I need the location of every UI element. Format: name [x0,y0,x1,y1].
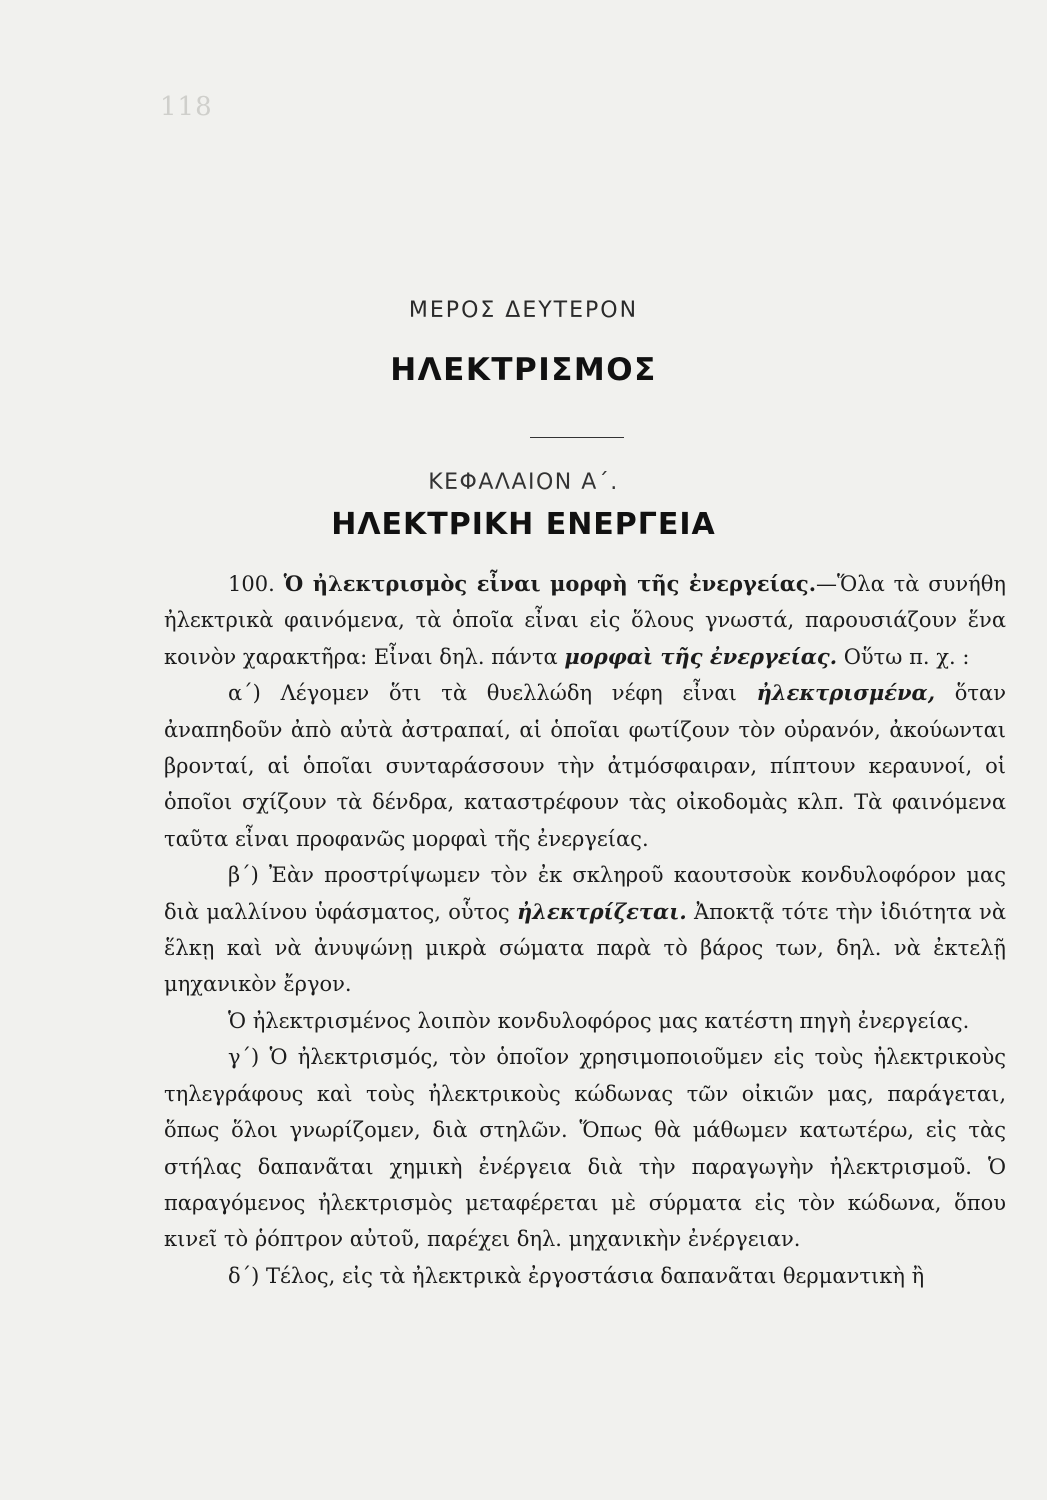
paragraph-d: δ΄) Τέλος, εἰς τὰ ἠλεκτρικὰ ἐργοστάσια δαπανᾶται θερμαντικὴ ἢ [228,1263,925,1288]
section-title: Ὁ ἠλεκτρισμὸς εἶναι μορφὴ τῆς ἐνεργείας. [283,571,817,596]
section-number: 100. [228,572,275,596]
part-title: ΜΕΡΟΣ ΔΕΥΤΕΡΟΝ [408,298,639,323]
chapter-title: ΗΛΕΚΤΡΙΚΗ ΕΝΕΡΓΕΙΑ [331,507,716,542]
paragraph-text: β΄) Ἐὰν προστρίψωμεν τὸν ἐκ σκληροῦ καουτσοὺκ κονδυλοφόρον μας διὰ μαλλίνου ὑφάσματος, οὗτος [164,863,1006,924]
emphasis-text: ἠλεκτρισμένα, [756,680,936,706]
chapter-label: ΚΕΦΑΛΑΙΟΝ Α΄. [428,470,619,495]
paragraph-text: Ἀποκτᾷ τότε τὴν ἰδιότητα νὰ ἕλκῃ καὶ νὰ ἀνυψώνῃ μικρὰ σώματα παρὰ τὸ βάρος των, δηλ. νὰ ἐκτελῇ μηχανικὸν ἔργον. [164,899,1006,997]
paragraph-text: α΄) Λέγομεν ὅτι τὰ θυελλώδη νέφη εἶναι [228,681,757,706]
paragraph-a [164,675,1006,857]
emphasis-text: ἠλεκτρίζεται. [516,898,687,924]
title-divider [530,437,624,438]
paragraph-text: Οὕτω π. χ. : [837,644,970,669]
page-number: 118 [160,92,213,122]
paragraph-b2: Ὁ ἠλεκτρισμένος λοιπὸν κονδυλοφόρος μας κατέστη πηγὴ ἐνεργείας. [228,1008,970,1033]
paragraph-b [164,857,1006,1003]
emphasis-text: μορφαὶ τῆς ἐνεργείας. [564,643,838,669]
paragraph-c: γ΄) Ὁ ἠλεκτρισμός, τὸν ὁποῖον χρησιμοποιοῦμεν εἰς τοὺς ἠλεκτρικοὺς τηλεγράφους καὶ τοὺς ἠλεκτρικοὺς κώδωνας τῶν οἰκιῶν μας, παράγεται, ὅπως ὅλοι γνωρίζομεν, διὰ στηλῶν. Ὅπως θὰ μάθωμεν κατωτέρω, εἰς τὰς στήλας δαπανᾶται χημικὴ ἐνέργεια διὰ τὴν παραγωγὴν ἠλεκτρισμοῦ. Ὁ παραγόμενος ἠλεκτρισμὸς μεταφέρεται μὲ σύρματα εἰς τὸν κώδωνα, ὅπου κινεῖ τὸ ῥόπτρον αὐτοῦ, παρέχει δηλ. μηχανικὴν ἐνέργειαν. [164,1045,1006,1252]
paragraph-text: —Ὅλα τὰ συνήθη ἠλεκτρικὰ φαινόμενα, τὰ ὁποῖα εἶναι εἰς ὅλους γνωστά, παρουσιάζουν ἕνα κοινὸν χαρακτῆρα: Εἶναι δηλ. πάντα [164,572,1006,669]
body-text [164,566,1006,1294]
subject-title: ΗΛΕΚΤΡΙΣΜΟΣ [390,352,657,388]
paragraph-100 [164,566,1006,675]
paragraph-text: ὅταν ἀναπηδοῦν ἀπὸ αὐτὰ ἀστραπαί, αἱ ὁποῖαι φωτίζουν τὸν οὐρανόν, ἀκούωνται βρονταί, αἱ ὁποῖαι συνταράσσουν τὴν ἀτμόσφαιραν, πίπτουν κεραυνοί, οἱ ὁποῖοι σχίζουν τὰ δένδρα, καταστρέφουν τὰς οἰκοδομὰς κλπ. Τὰ φαινόμενα ταῦτα εἶναι προφανῶς μορφαὶ τῆς ἐνεργείας. [164,681,1006,851]
